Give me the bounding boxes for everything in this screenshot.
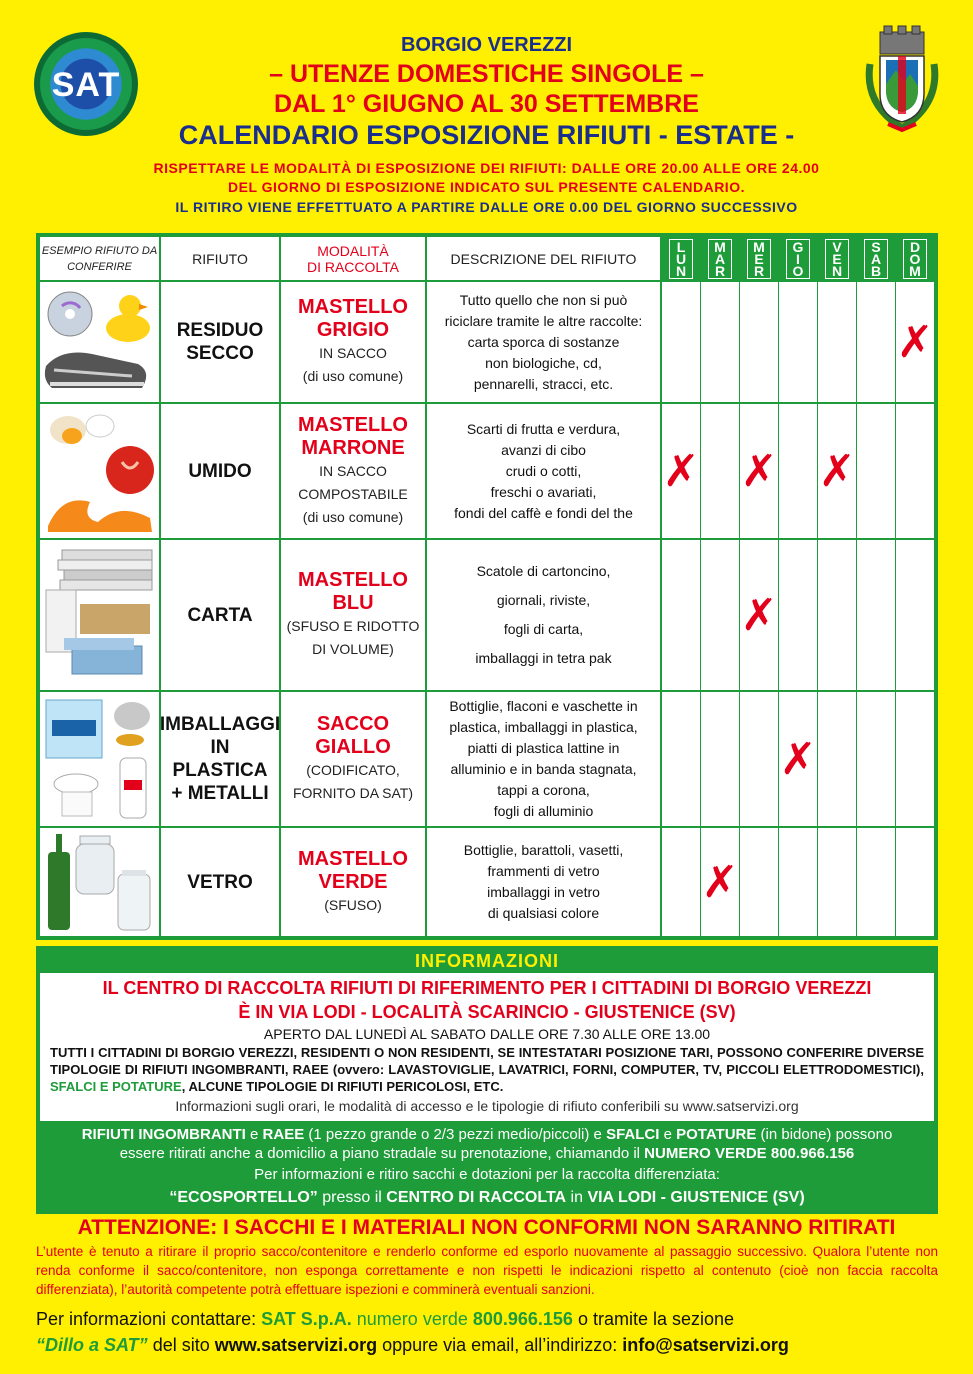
description-line: fogli di alluminio	[493, 803, 594, 819]
eligibility-text-b: , ALCUNE TIPOLOGIE DI RIFIUTI PERICOLOSI, ETC.	[181, 1079, 504, 1094]
centro-line-1: IL CENTRO DI RACCOLTA RIFIUTI DI RIFERIMENTO PER I CITTADINI DI BORGIO VEREZZI	[102, 978, 872, 998]
day-cell-mer	[740, 540, 778, 690]
day-letter: O	[792, 262, 804, 279]
day-cell-mar	[701, 282, 739, 402]
container-detail: (SFUSO E RIDOTTO	[286, 618, 420, 634]
exposure-note-1: RISPETTARE LE MODALITÀ DI ESPOSIZIONE DEI RIFIUTI: DALLE ORE 20.00 ALLE ORE 24.00	[153, 160, 820, 176]
day-header	[662, 237, 700, 280]
collection-method	[281, 540, 425, 690]
eligibility-text-a: TUTTI I CITTADINI DI BORGIO VEREZZI, RESIDENTI O NON RESIDENTI, SE INTESTATARI POSIZIONE TARI, POSSONO CONFERIRE DIVERSE TIPOLOGIE DI RIFIUTI INGOMBRANTI, RAEE (ovvero: LAVASTOVIGLIE, LAVATRICI, FORNI, COMPUTER, TV, PICCOLI ELETTRODOMESTICI),	[50, 1045, 924, 1077]
day-header-label	[708, 239, 732, 279]
day-header	[779, 237, 817, 280]
day-cell-gio	[779, 404, 817, 538]
container-name: GIALLO	[315, 736, 391, 758]
waste-type-name	[161, 828, 279, 936]
day-cell-lun	[662, 282, 700, 402]
waste-type-name-line: UMIDO	[188, 460, 252, 482]
day-cell-ven	[818, 282, 856, 402]
ing-h: (in bidone) possono	[756, 1126, 893, 1143]
waste-description	[427, 692, 660, 826]
waste-description	[427, 282, 660, 402]
contact-email-link[interactable]: info@satservizi.org	[622, 1335, 789, 1355]
day-cell-mar	[701, 540, 739, 690]
description-line: Scatole di cartoncino,	[476, 563, 611, 579]
waste-description	[427, 404, 660, 538]
description-line: plastica, imballaggi in plastica,	[449, 719, 638, 735]
day-cell-dom	[896, 692, 934, 826]
ing-line2a: essere ritirati anche a domicilio a piano stradale su prenotazione, chiamando il	[119, 1145, 645, 1162]
centro-eligibility	[50, 1044, 924, 1095]
day-cell-mer	[740, 282, 778, 402]
eco-b: presso il	[317, 1189, 387, 1206]
container-name: MARRONE	[301, 436, 405, 459]
example-image-vetro	[40, 828, 159, 936]
ing-a: RIFIUTI INGOMBRANTI	[81, 1126, 246, 1143]
collection-method	[281, 828, 425, 936]
waste-type-name	[161, 282, 279, 402]
collection-day-cross-icon: ✗	[779, 733, 817, 785]
day-cell-gio	[779, 282, 817, 402]
container-name: VERDE	[318, 870, 388, 893]
description-line: di qualsiasi colore	[487, 905, 600, 921]
header-descrizione: DESCRIZIONE DEL RIFIUTO	[427, 237, 660, 280]
day-header	[740, 237, 778, 280]
centro-line-2: È IN VIA LODI - LOCALITÀ SCARINCIO - GIUSTENICE (SV)	[238, 1002, 736, 1022]
eco-e: VIA LODI - GIUSTENICE (SV)	[587, 1189, 805, 1206]
container-detail: IN SACCO	[319, 462, 387, 479]
contact-info	[36, 1306, 938, 1358]
container-name: SACCO	[316, 713, 390, 735]
day-header	[857, 237, 895, 280]
town-name: BORGIO VEREZZI	[400, 34, 573, 56]
waste-type-name-line: IMBALLAGGI	[159, 714, 281, 735]
day-cell-sab	[857, 540, 895, 690]
description-line: non biologiche, cd,	[485, 354, 602, 371]
eligibility-sfalci: SFALCI E POTATURE	[50, 1079, 182, 1094]
day-cell-sab	[857, 282, 895, 402]
description-line: Scarti di frutta e verdura,	[466, 420, 621, 437]
day-letter: G	[792, 238, 804, 255]
day-cell-lun	[662, 828, 700, 936]
contact-website-link[interactable]: www.satservizi.org	[214, 1335, 378, 1355]
description-line: freschi o avariati,	[490, 483, 597, 500]
container-name: BLU	[332, 592, 374, 614]
ing-f: e	[659, 1126, 677, 1143]
waste-type-name	[161, 692, 279, 826]
ing-d: (1 pezzo grande o 2/3 pezzi medio/piccoli) e	[304, 1126, 607, 1143]
day-cell-dom	[896, 282, 934, 402]
contact-e: o tramite la sezione	[572, 1309, 735, 1329]
subtitle-dates: DAL 1° GIUGNO AL 30 SETTEMBRE	[274, 90, 699, 118]
waste-type-name-line: SECCO	[186, 343, 254, 364]
ingombranti-line-1	[40, 1126, 934, 1143]
ing-b: e	[245, 1126, 263, 1143]
description-line: avanzi di cibo	[501, 441, 586, 458]
day-letter: N	[831, 262, 843, 279]
container-detail: COMPOSTABILE	[298, 485, 408, 502]
description-line: riciclare tramite le altre raccolte:	[444, 312, 643, 329]
day-cell-mar	[701, 404, 739, 538]
calendar-table	[36, 233, 938, 940]
header-modalita-line2: DI RACCOLTA	[306, 258, 400, 275]
ing-c: RAEE	[262, 1126, 305, 1143]
exposure-note-2: DEL GIORNO DI ESPOSIZIONE INDICATO SUL PRESENTE CALENDARIO.	[228, 179, 745, 195]
day-letter: L	[676, 238, 686, 255]
waste-description	[427, 540, 660, 690]
day-header-label	[864, 239, 888, 279]
day-cell-mar	[701, 828, 739, 936]
collection-method	[281, 282, 425, 402]
day-cell-mer	[740, 404, 778, 538]
day-header-label	[903, 239, 927, 279]
day-header-label	[786, 239, 810, 279]
day-header-label	[825, 239, 849, 279]
example-image-plastica	[40, 692, 159, 826]
header-rifiuto: RIFIUTO	[161, 237, 279, 280]
waste-type-name	[161, 404, 279, 538]
day-letter: B	[870, 262, 882, 279]
sacchi-info: Per informazioni e ritiro sacchi e dotazioni per la raccolta differenziata:	[254, 1166, 720, 1183]
contact-a: Per informazioni contattare:	[36, 1309, 262, 1329]
description-line: piatti di plastica lattine in	[467, 740, 620, 756]
day-cell-dom	[896, 828, 934, 936]
description-line: fogli di carta,	[503, 621, 584, 637]
day-cell-sab	[857, 828, 895, 936]
description-line: Bottiglie, flaconi e vaschette in	[449, 698, 638, 714]
eco-d: in	[566, 1189, 588, 1206]
warning-title: ATTENZIONE: I SACCHI E I MATERIALI NON CONFORMI NON SARANNO RITIRATI	[77, 1216, 896, 1239]
day-cell-ven	[818, 404, 856, 538]
collection-day-cross-icon: ✗	[701, 856, 739, 908]
container-detail: (CODIFICATO,	[306, 762, 400, 778]
waste-type-name	[161, 540, 279, 690]
day-cell-gio	[779, 828, 817, 936]
waste-description	[427, 828, 660, 936]
ingombranti-line-2	[40, 1145, 934, 1162]
waste-type-name-line: CARTA	[187, 604, 253, 626]
description-line: frammenti di vetro	[487, 863, 600, 879]
example-image-residuo	[40, 282, 159, 402]
day-letter: U	[675, 250, 687, 267]
page-title: CALENDARIO ESPOSIZIONE RIFIUTI - ESTATE -	[178, 120, 795, 150]
subtitle-utenze: – UTENZE DOMESTICHE SINGOLE –	[269, 60, 704, 88]
example-image-carta	[40, 540, 159, 690]
eco-c: CENTRO DI RACCOLTA	[386, 1189, 567, 1206]
info-section	[36, 946, 938, 1214]
example-image-umido	[40, 404, 159, 538]
description-line: pennarelli, stracci, etc.	[473, 375, 614, 392]
waste-type-name-line: RESIDUO	[176, 320, 264, 341]
day-letter: O	[909, 250, 921, 267]
contact-g: del sito	[147, 1335, 215, 1355]
day-cell-sab	[857, 404, 895, 538]
day-cell-dom	[896, 540, 934, 690]
container-name: MASTELLO	[298, 413, 408, 436]
ing-g: POTATURE	[676, 1126, 757, 1143]
contact-company: SAT S.p.A.	[261, 1309, 352, 1329]
waste-type-name-line: IN PLASTICA	[172, 737, 268, 781]
day-cell-ven	[818, 540, 856, 690]
collection-day-cross-icon: ✗	[740, 445, 778, 497]
day-cell-mer	[740, 692, 778, 826]
description-line: tappi a corona,	[497, 782, 590, 798]
day-header-label	[669, 239, 693, 279]
contact-phone[interactable]: 800.966.156	[472, 1309, 573, 1329]
pickup-note: IL RITIRO VIENE EFFETTUATO A PARTIRE DALLE ORE 0.00 DEL GIORNO SUCCESSIVO	[175, 199, 798, 215]
collection-day-cross-icon: ✗	[740, 589, 778, 641]
day-letter: M	[909, 262, 921, 279]
contact-i: oppure via email, all’indirizzo:	[377, 1335, 623, 1355]
header-modalita	[281, 237, 425, 280]
info-website-note: Informazioni sugli orari, le modalità di accesso e le tipologie di rifiuto conferibili su www.satservizi.org	[175, 1098, 799, 1114]
container-detail: (SFUSO)	[324, 896, 382, 913]
opening-hours: APERTO DAL LUNEDÌ AL SABATO DALLE ORE 7.30 ALLE ORE 13.00	[263, 1026, 711, 1042]
day-cell-lun	[662, 692, 700, 826]
container-detail: FORNITO DA SAT)	[292, 785, 414, 801]
collection-day-cross-icon: ✗	[818, 445, 856, 497]
day-header	[818, 237, 856, 280]
ecosportello-line	[40, 1189, 934, 1207]
description-line: fondi del caffè e fondi del the	[454, 504, 633, 521]
day-letter: E	[754, 250, 764, 267]
day-letter: N	[675, 262, 687, 279]
warning-text: L’utente è tenuto a ritirare il proprio sacco/contenitore e renderlo conforme ed esporlo nuovamente al passaggio successivo. Qualora l’utente non renda conforme il sacco/contenitore, non esponga correttamente e non rispetti le indicazioni rispetto al contenuto (cioè non faccia raccolta differenziata), l’autorità competente potrà effettuare ispezioni e comminerà eventuali sanzioni.	[36, 1244, 938, 1297]
day-cell-gio	[779, 692, 817, 826]
waste-type-name-line: VETRO	[187, 871, 253, 893]
day-letter: D	[909, 238, 921, 255]
day-cell-mer	[740, 828, 778, 936]
contact-dillo[interactable]: “Dillo a SAT”	[36, 1335, 148, 1355]
day-header	[896, 237, 934, 280]
container-name: MASTELLO	[298, 296, 408, 318]
description-line: imballaggi in tetra pak	[475, 650, 612, 666]
day-letter: M	[714, 238, 726, 255]
container-detail: (di uso comune)	[302, 508, 404, 525]
day-letter: M	[753, 238, 765, 255]
day-letter: A	[714, 250, 726, 267]
day-cell-dom	[896, 404, 934, 538]
container-name: MASTELLO	[298, 847, 408, 870]
header	[0, 0, 973, 230]
day-cell-mar	[701, 692, 739, 826]
description-line: carta sporca di sostanze	[467, 333, 620, 350]
contact-c: numero verde	[351, 1309, 473, 1329]
sat-logo-text: SAT	[51, 66, 121, 104]
collection-method	[281, 692, 425, 826]
day-letter: R	[714, 262, 726, 279]
container-name: MASTELLO	[298, 569, 408, 591]
day-cell-lun	[662, 404, 700, 538]
day-cell-sab	[857, 692, 895, 826]
day-cell-ven	[818, 828, 856, 936]
day-letter: V	[832, 238, 842, 255]
collection-day-cross-icon: ✗	[896, 316, 934, 368]
container-detail: DI VOLUME)	[312, 641, 394, 657]
info-title: INFORMAZIONI	[415, 951, 559, 971]
container-detail: (di uso comune)	[302, 368, 404, 384]
eco-a: “ECOSPORTELLO”	[169, 1189, 318, 1206]
container-name: GRIGIO	[316, 319, 390, 341]
description-line: crudi o cotti,	[505, 462, 582, 479]
day-letter: R	[753, 262, 765, 279]
description-line: Tutto quello che non si può	[459, 291, 628, 308]
numero-verde: NUMERO VERDE 800.966.156	[644, 1145, 855, 1162]
collection-day-cross-icon: ✗	[662, 445, 700, 497]
container-detail: IN SACCO	[319, 345, 387, 361]
header-example: ESEMPIO RIFIUTO DA CONFERIRE	[40, 237, 159, 280]
day-letter: I	[796, 250, 800, 267]
day-letter: A	[870, 250, 882, 267]
waste-type-name-line: + METALLI	[171, 783, 269, 804]
description-line: giornali, riviste,	[496, 592, 591, 608]
description-line: imballaggi in vetro	[487, 884, 600, 900]
day-header	[701, 237, 739, 280]
description-line: alluminio e in banda stagnata,	[450, 761, 637, 777]
day-cell-gio	[779, 540, 817, 690]
day-letter: S	[871, 238, 881, 255]
day-letter: E	[832, 250, 842, 267]
day-cell-ven	[818, 692, 856, 826]
description-line: Bottiglie, barattoli, vasetti,	[463, 842, 624, 858]
day-header-label	[747, 239, 771, 279]
header-modalita-line1: MODALITÀ	[317, 242, 389, 259]
day-cell-lun	[662, 540, 700, 690]
ing-e: SFALCI	[606, 1126, 660, 1143]
collection-method	[281, 404, 425, 538]
